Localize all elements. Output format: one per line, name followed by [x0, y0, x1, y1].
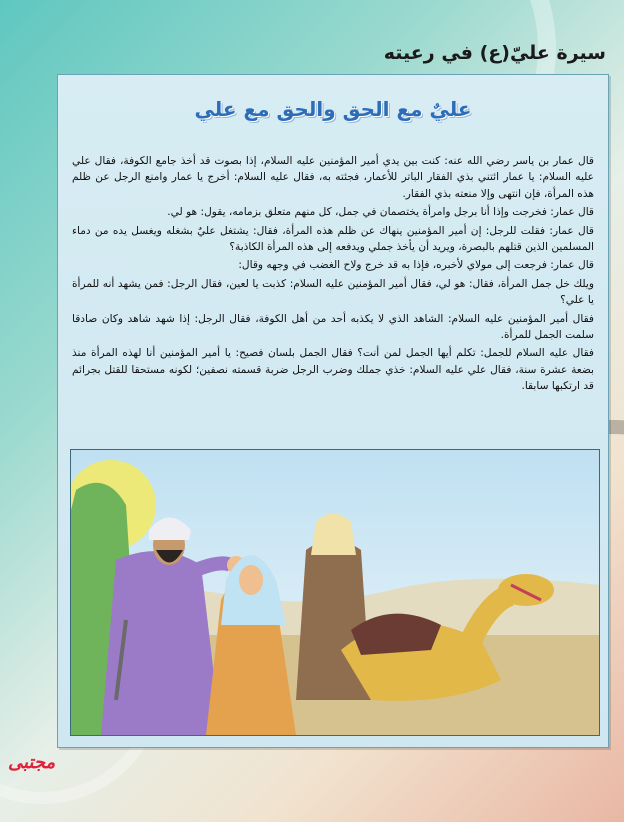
article-title: عليٌ مع الحق والحق مع علي	[194, 97, 472, 121]
turban-shape	[149, 518, 191, 541]
arm-shape	[196, 563, 231, 570]
figure-purple-shape	[101, 551, 221, 735]
camel-head-shape	[498, 574, 554, 606]
article-paragraph: قال عمار بن ياسر رضي الله عنه: كنت بين يدي أمير المؤمنين عليه السلام، إذا بصوت قد أخذ جامع الكوفة، فقال علي عليه السلام: يا عمار ائتني بذي الفقار الباتر للأعمار، فجئته به، فقال عليه السلام: أخرج يا عمار وامنع الرجل عن ظلم هذه المرأة، فإن انتهى وإلا منعته بذي الفقار.	[72, 155, 594, 200]
article-body	[72, 153, 594, 397]
article-paragraph: فقال عليه السلام للجمل: تكلم أيها الجمل لمن أنت؟ فقال الجمل بلسان فصيح: يا أمير المؤمنين أنا لهذه المرأة منذ بضعة عشرة سنة، فقال علي عليه السلام: خذي جملك وضرب الرجل ضربة قسمته نصفين؛ لكونه مستحقا للقتل بجرائم قد ارتكبها سابقا.	[72, 347, 594, 393]
article-paragraph: فقال أمير المؤمنين عليه السلام: الشاهد الذي لا يكذبه أحد من أهل الكوفة، فقال الرجل: إذا شهد شاهد وكان صادقا سلمت الجمل للمرأة.	[72, 312, 594, 342]
face-shape	[239, 565, 263, 595]
article-paragraph: قال عمار: فخرجت وإذا أنا برجل وامرأة يختصمان في جمل، كل منهم متعلق بزمامه، يقول: هو لي.	[167, 206, 594, 219]
headcloth-shape	[311, 514, 356, 556]
magazine-logo: مجتبى	[8, 752, 56, 773]
story-illustration	[70, 449, 600, 736]
article-paragraph: قال عمار: فرجعت إلى مولاي لأخبره، فإذا به قد خرج ولاح الغضب في وجهه وقال:	[238, 259, 594, 272]
article-paragraph: ويلك خل جمل المرأة، فقال: هو لي، فقال أمير المؤمنين عليه السلام: كذبت يا لعين، فقال الرجل: فمن يشهد أنه للمرأة يا علي؟	[72, 277, 594, 307]
series-title: سيرة عليّ(ع) في رعيته	[383, 42, 606, 64]
article-paragraph: قال عمار: فقلت للرجل: إن أمير المؤمنين ينهاك عن ظلم هذه المرأة، فقال: يشتغل عليٌ بشغله ويغسل يده من دماء المسلمين الذين قتلهم بالبصرة، ويريد أن يأخذ جملي ويدفعه إلى هذه المرأة الكاذبة؟	[72, 224, 594, 254]
